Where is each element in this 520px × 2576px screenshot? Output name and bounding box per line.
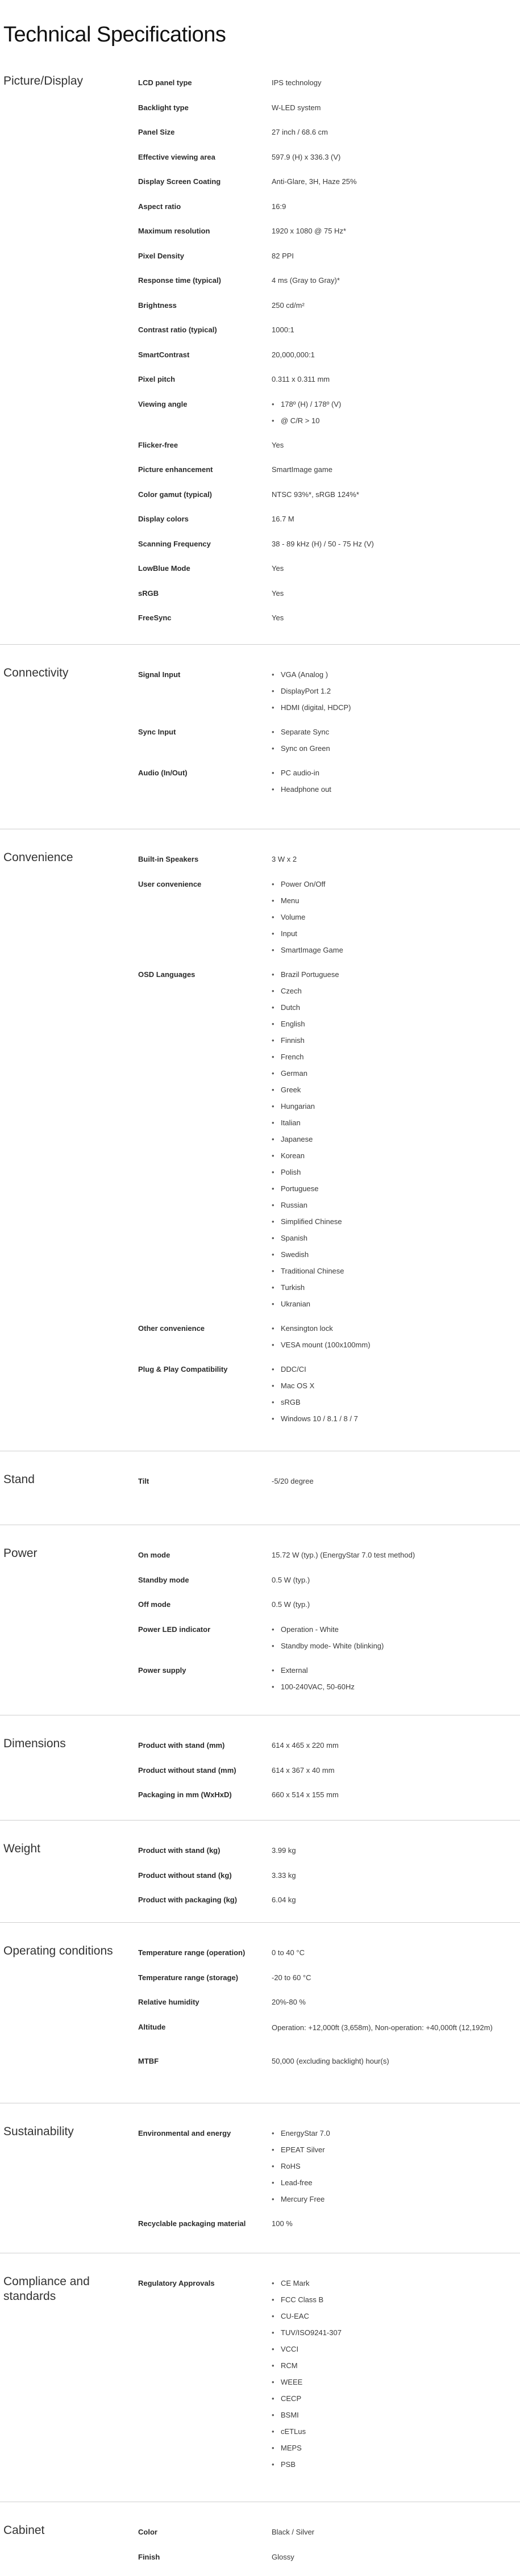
spec-list-text: Portuguese	[281, 1184, 319, 1193]
spec-value: 82 PPI	[272, 251, 294, 260]
spec-list-item	[272, 2279, 310, 2288]
spec-list-text: PC audio-in	[281, 769, 319, 777]
spec-label: Product with packaging (kg)	[138, 1896, 238, 1904]
bullet-icon: •	[272, 879, 274, 888]
spec-label: Pixel pitch	[138, 375, 176, 383]
spec-label: Altitude	[138, 2022, 166, 2031]
bullet-icon: •	[272, 1118, 274, 1127]
spec-list-item	[272, 1324, 333, 1333]
spec-value: 0.5 W (typ.)	[272, 1575, 310, 1584]
spec-list-item	[272, 785, 331, 794]
spec-list-text: German	[281, 1068, 307, 1078]
section-title-compliance-and-standards: Compliance and standards	[3, 2275, 90, 2303]
spec-list-item	[272, 2145, 325, 2155]
spec-label: Environmental and energy	[138, 2129, 231, 2137]
bullet-icon: •	[272, 1340, 274, 1349]
bullet-icon: •	[272, 1625, 274, 1634]
bullet-icon: •	[272, 1665, 274, 1675]
spec-list-text: French	[281, 1052, 304, 1061]
spec-value: 100 %	[272, 2219, 293, 2228]
spec-list-text: DisplayPort 1.2	[281, 687, 331, 695]
spec-value: 6.04 kg	[272, 1896, 296, 1904]
spec-label: Color	[138, 2528, 157, 2536]
spec-value: 20%-80 %	[272, 1998, 306, 2006]
spec-list-item	[272, 970, 339, 979]
bullet-icon: •	[272, 1134, 274, 1143]
bullet-icon: •	[272, 2444, 274, 2452]
bullet-icon: •	[272, 1233, 274, 1242]
spec-list-item	[272, 1300, 310, 1309]
spec-list-text: Swedish	[281, 1250, 309, 1259]
spec-list-item	[272, 769, 319, 778]
bullet-icon: •	[272, 1250, 274, 1259]
spec-value: Glossy	[272, 2552, 294, 2561]
spec-list-text: Russian	[281, 1200, 307, 1209]
section-title-operating-conditions: Operating conditions	[3, 1944, 113, 1957]
spec-list-item	[272, 1682, 355, 1692]
bullet-icon: •	[272, 2178, 274, 2187]
spec-list-item	[272, 1234, 307, 1243]
spec-value: Yes	[272, 564, 284, 573]
section-title-sustainability: Sustainability	[3, 2125, 74, 2138]
bullet-icon: •	[272, 2162, 274, 2170]
spec-list-text: EnergyStar 7.0	[281, 2129, 330, 2137]
spec-list-item	[272, 744, 330, 753]
spec-value: -20 to 60 °C	[272, 1973, 311, 1982]
section-title-connectivity: Connectivity	[3, 666, 69, 679]
spec-list-text: English	[281, 1019, 305, 1028]
spec-value: 0.311 x 0.311 mm	[272, 375, 330, 383]
bullet-icon: •	[272, 2460, 274, 2469]
spec-list-text: VGA (Analog )	[281, 670, 328, 679]
bullet-icon: •	[272, 1266, 274, 1275]
spec-list-item	[272, 703, 351, 712]
spec-list-text: BSMI	[281, 2411, 299, 2419]
spec-label: Finish	[138, 2552, 160, 2561]
spec-list-item	[272, 1250, 309, 1259]
spec-list-item	[272, 1085, 301, 1095]
spec-label: Aspect ratio	[138, 202, 181, 211]
spec-label: On mode	[138, 1551, 170, 1559]
bullet-icon: •	[272, 1299, 274, 1308]
bullet-icon: •	[272, 1085, 274, 1094]
spec-label: User convenience	[138, 879, 202, 888]
spec-list-item	[272, 1036, 305, 1045]
spec-value: 0 to 40 °C	[272, 1948, 305, 1957]
spec-label: LowBlue Mode	[138, 564, 190, 573]
spec-list-item	[272, 1341, 371, 1350]
spec-list-item	[272, 1184, 319, 1193]
spec-list-text: 100-240VAC, 50-60Hz	[281, 1682, 355, 1691]
spec-value: Anti-Glare, 3H, Haze 25%	[272, 177, 357, 186]
spec-list-item	[272, 1102, 315, 1111]
spec-list-item	[272, 1053, 303, 1062]
spec-list-text: Czech	[281, 986, 302, 995]
bullet-icon: •	[272, 2129, 274, 2137]
spec-label: Brightness	[138, 300, 177, 310]
spec-list-text: Menu	[281, 896, 299, 905]
spec-label: Display Screen Coating	[138, 177, 221, 186]
spec-list-item	[272, 913, 305, 922]
spec-list-item	[272, 1201, 307, 1210]
bullet-icon: •	[272, 703, 274, 712]
bullet-icon: •	[272, 2279, 274, 2287]
bullet-icon: •	[272, 945, 274, 954]
spec-list-text: VCCI	[281, 2345, 299, 2353]
spec-label: Scanning Frequency	[138, 539, 211, 548]
bullet-icon: •	[272, 2312, 274, 2320]
bullet-icon: •	[272, 2328, 274, 2337]
spec-list-text: cETLus	[281, 2427, 306, 2436]
spec-value: 660 x 514 x 155 mm	[272, 1790, 339, 1799]
spec-list-text: Hungarian	[281, 1101, 315, 1110]
spec-list-text: Dutch	[281, 1003, 300, 1012]
bullet-icon: •	[272, 1036, 274, 1045]
spec-label: SmartContrast	[138, 350, 190, 359]
spec-list-text: Separate Sync	[281, 728, 330, 736]
spec-list-text: Lead-free	[281, 2178, 313, 2187]
spec-list-text: WEEE	[281, 2378, 303, 2386]
bullet-icon: •	[272, 744, 274, 753]
spec-label: Power supply	[138, 1665, 186, 1675]
spec-list-text: Mac OS X	[281, 1381, 315, 1390]
bullet-icon: •	[272, 1381, 274, 1390]
section-title-power: Power	[3, 1547, 38, 1560]
spec-value: 16.7 M	[272, 515, 294, 523]
bullet-icon: •	[272, 1217, 274, 1226]
spec-list-text: Polish	[281, 1167, 301, 1176]
bullet-icon: •	[272, 1641, 274, 1650]
bullet-icon: •	[272, 399, 274, 408]
spec-value: 614 x 367 x 40 mm	[272, 1765, 335, 1775]
spec-label: Sync Input	[138, 728, 176, 736]
spec-list-item	[272, 728, 329, 737]
bullet-icon: •	[272, 2195, 274, 2203]
section-divider	[0, 1820, 520, 1821]
spec-list-item	[272, 880, 326, 889]
spec-label: Temperature range (operation)	[138, 1948, 246, 1957]
spec-list-item	[272, 946, 343, 955]
spec-list-text: Japanese	[281, 1134, 313, 1143]
spec-label: Plug & Play Compatibility	[138, 1364, 228, 1373]
spec-list-item	[272, 1283, 305, 1292]
spec-list-text: Kensington lock	[281, 1324, 333, 1333]
spec-list-item	[272, 2295, 323, 2304]
bullet-icon: •	[272, 2295, 274, 2304]
bullet-icon: •	[272, 912, 274, 921]
spec-list-text: Simplified Chinese	[281, 1217, 342, 1226]
spec-value: 16:9	[272, 202, 286, 211]
spec-value: 15.72 W (typ.) (EnergyStar 7.0 test method)	[272, 1551, 415, 1559]
spec-value: 4 ms (Gray to Gray)*	[272, 276, 340, 285]
spec-value: W-LED system	[272, 103, 321, 112]
spec-label: Product without stand (kg)	[138, 1871, 232, 1880]
spec-list-text: CECP	[281, 2394, 302, 2403]
bullet-icon: •	[272, 929, 274, 938]
spec-list-text: RoHS	[281, 2162, 301, 2170]
spec-list-text: FCC Class B	[281, 2295, 324, 2304]
bullet-icon: •	[272, 785, 274, 794]
spec-list-item	[272, 1003, 300, 1012]
spec-list-text: Mercury Free	[281, 2195, 325, 2203]
bullet-icon: •	[272, 1397, 274, 1406]
section-title-weight: Weight	[3, 1842, 40, 1855]
spec-value: SmartImage game	[272, 465, 332, 474]
bullet-icon: •	[272, 2394, 274, 2403]
spec-list-item	[272, 2178, 313, 2187]
spec-list-text: Brazil Portuguese	[281, 970, 339, 979]
spec-value: 250 cd/m²	[272, 300, 305, 310]
section-title-picture-display: Picture/Display	[3, 74, 84, 87]
spec-label: Temperature range (storage)	[138, 1973, 239, 1982]
bullet-icon: •	[272, 1682, 274, 1691]
spec-list-item	[272, 2378, 302, 2387]
spec-list-item	[272, 1020, 305, 1029]
spec-label: Product without stand (mm)	[138, 1765, 236, 1775]
spec-label: Pixel Density	[138, 251, 184, 260]
spec-list-item	[272, 1267, 344, 1276]
spec-label: Audio (In/Out)	[138, 769, 188, 777]
spec-label: Off mode	[138, 1600, 171, 1609]
spec-list-item	[272, 2345, 298, 2354]
spec-value: Operation: +12,000ft (3,658m), Non-operation: +40,000ft (12,192m)	[272, 2023, 493, 2032]
spec-list-text: 178º (H) / 178º (V)	[281, 399, 342, 408]
section-title-dimensions: Dimensions	[3, 1737, 66, 1750]
spec-list-text: PSB	[281, 2460, 296, 2469]
bullet-icon: •	[272, 1019, 274, 1028]
spec-list-text: sRGB	[281, 1397, 301, 1406]
spec-list-item	[272, 416, 319, 425]
bullet-icon: •	[272, 687, 274, 695]
spec-value: 1000:1	[272, 325, 294, 334]
bullet-icon: •	[272, 1324, 274, 1333]
spec-list-item	[272, 2427, 306, 2436]
bullet-icon: •	[272, 1101, 274, 1110]
spec-list-text: RCM	[281, 2361, 298, 2370]
spec-list-item	[272, 2129, 330, 2138]
bullet-icon: •	[272, 2145, 274, 2154]
bullet-icon: •	[272, 728, 274, 736]
spec-list-text: Italian	[281, 1118, 301, 1127]
spec-label: Panel Size	[138, 128, 175, 136]
spec-label: Relative humidity	[138, 1998, 199, 2006]
spec-list-item	[272, 2394, 301, 2403]
spec-list-text: Operation - White	[281, 1625, 339, 1634]
spec-list-item	[272, 1642, 384, 1651]
spec-list-text: Windows 10 / 8.1 / 8 / 7	[281, 1414, 358, 1423]
page-title: Technical Specifications	[3, 23, 226, 47]
spec-label: OSD Languages	[138, 970, 195, 979]
spec-list-text: SmartImage Game	[281, 945, 343, 954]
spec-list-text: Turkish	[281, 1283, 305, 1292]
bullet-icon: •	[272, 2411, 274, 2419]
bullet-icon: •	[272, 2378, 274, 2386]
spec-list-item	[272, 687, 331, 696]
spec-list-item	[272, 1414, 358, 1423]
bullet-icon: •	[272, 1068, 274, 1078]
spec-label: sRGB	[138, 588, 159, 598]
spec-label: Contrast ratio (typical)	[138, 325, 217, 334]
spec-list-item	[272, 929, 297, 938]
spec-list-item	[272, 1666, 308, 1675]
bullet-icon: •	[272, 2345, 274, 2353]
spec-value: 27 inch / 68.6 cm	[272, 128, 328, 136]
section-divider	[0, 644, 520, 645]
bullet-icon: •	[272, 2361, 274, 2370]
section-title-stand: Stand	[3, 1473, 35, 1486]
spec-list-item	[272, 670, 328, 679]
spec-value: Black / Silver	[272, 2528, 315, 2536]
bullet-icon: •	[272, 1003, 274, 1012]
bullet-icon: •	[272, 769, 274, 777]
spec-value: 614 x 465 x 220 mm	[272, 1741, 339, 1750]
bullet-icon: •	[272, 1283, 274, 1292]
bullet-icon: •	[272, 1200, 274, 1209]
spec-list-text: Greek	[281, 1085, 301, 1094]
spec-list-text: Sync on Green	[281, 744, 330, 753]
spec-list-text: EPEAT Silver	[281, 2145, 325, 2154]
spec-label: Built-in Speakers	[138, 855, 199, 863]
spec-label: Maximum resolution	[138, 227, 210, 235]
spec-label: Product with stand (mm)	[138, 1741, 225, 1750]
spec-label: Packaging in mm (WxHxD)	[138, 1790, 232, 1799]
spec-list-item	[272, 2460, 296, 2469]
bullet-icon: •	[272, 1151, 274, 1160]
spec-list-item	[272, 1069, 307, 1078]
spec-label: Response time (typical)	[138, 276, 221, 285]
spec-list-item	[272, 1625, 339, 1634]
spec-list-text: Headphone out	[281, 785, 331, 794]
bullet-icon: •	[272, 1364, 274, 1373]
spec-list-text: Spanish	[281, 1233, 307, 1242]
spec-list-text: Input	[281, 929, 297, 938]
spec-value: 20,000,000:1	[272, 350, 315, 359]
spec-label: LCD panel type	[138, 78, 192, 87]
spec-list-item	[272, 2411, 299, 2420]
spec-value: IPS technology	[272, 78, 322, 87]
spec-list-item	[272, 1135, 313, 1144]
spec-label: FreeSync	[138, 613, 172, 622]
spec-list-item	[272, 1381, 314, 1391]
section-title-convenience: Convenience	[3, 851, 73, 864]
spec-label: Viewing angle	[138, 399, 188, 408]
spec-list-text: @ C/R > 10	[281, 416, 320, 425]
spec-list-item	[272, 1151, 305, 1160]
spec-list-item	[272, 2195, 325, 2204]
spec-value: Yes	[272, 613, 284, 622]
spec-value: 0.5 W (typ.)	[272, 1600, 310, 1609]
spec-value: Yes	[272, 588, 284, 598]
spec-value: 38 - 89 kHz (H) / 50 - 75 Hz (V)	[272, 539, 374, 548]
bullet-icon: •	[272, 2427, 274, 2436]
spec-value: 50,000 (excluding backlight) hour(s)	[272, 2056, 389, 2065]
spec-value: NTSC 93%*, sRGB 124%*	[272, 490, 359, 499]
bullet-icon: •	[272, 1414, 274, 1423]
spec-list-text: External	[281, 1665, 308, 1675]
spec-value: -5/20 degree	[272, 1477, 314, 1485]
spec-value: 3 W x 2	[272, 855, 297, 863]
bullet-icon: •	[272, 1184, 274, 1193]
spec-list-item	[272, 2162, 301, 2171]
spec-list-item	[272, 1217, 342, 1226]
spec-list-text: Volume	[281, 912, 306, 921]
spec-value: 597.9 (H) x 336.3 (V)	[272, 152, 341, 161]
spec-value: 3.99 kg	[272, 1846, 296, 1855]
bullet-icon: •	[272, 896, 274, 905]
spec-list-item	[272, 2312, 309, 2321]
bullet-icon: •	[272, 670, 274, 679]
spec-label: Backlight type	[138, 103, 189, 112]
bullet-icon: •	[272, 986, 274, 995]
spec-list-item	[272, 1168, 301, 1177]
spec-list-item	[272, 987, 302, 996]
spec-label: Signal Input	[138, 670, 181, 679]
spec-list-item	[272, 2444, 302, 2453]
bullet-icon: •	[272, 970, 274, 979]
spec-list-text: DDC/CI	[281, 1364, 306, 1373]
spec-list-text: CU-EAC	[281, 2312, 309, 2320]
spec-list-item	[272, 400, 341, 409]
spec-label: Product with stand (kg)	[138, 1846, 221, 1855]
section-title-cabinet: Cabinet	[3, 2524, 45, 2537]
spec-label: Picture enhancement	[138, 465, 213, 474]
spec-list-text: Korean	[281, 1151, 305, 1160]
spec-value: Yes	[272, 440, 284, 449]
spec-list-item	[272, 1365, 306, 1374]
spec-list-text: VESA mount (100x100mm)	[281, 1340, 371, 1349]
spec-label: Regulatory Approvals	[138, 2279, 215, 2287]
spec-label: Display colors	[138, 515, 189, 523]
spec-value: 1920 x 1080 @ 75 Hz*	[272, 227, 347, 235]
spec-list-text: TUV/ISO9241-307	[281, 2328, 342, 2337]
section-divider	[0, 1922, 520, 1923]
spec-label: Other convenience	[138, 1324, 205, 1333]
bullet-icon: •	[272, 416, 274, 425]
spec-label: Standby mode	[138, 1575, 189, 1584]
spec-label: Flicker-free	[138, 440, 178, 449]
spec-list-item	[272, 1398, 301, 1407]
spec-list-text: CE Mark	[281, 2279, 310, 2287]
bullet-icon: •	[272, 1052, 274, 1061]
spec-list-item	[272, 2328, 342, 2337]
spec-label: Recyclable packaging material	[138, 2219, 246, 2228]
spec-label: Tilt	[138, 1477, 149, 1485]
bullet-icon: •	[272, 1167, 274, 1176]
spec-label: Effective viewing area	[138, 152, 215, 161]
spec-list-text: MEPS	[281, 2444, 302, 2452]
spec-list-item	[272, 2361, 298, 2370]
spec-list-text: Standby mode- White (blinking)	[281, 1641, 384, 1650]
spec-list-text: Ukranian	[281, 1299, 311, 1308]
spec-list-text: HDMI (digital, HDCP)	[281, 703, 351, 712]
spec-list-item	[272, 1118, 301, 1128]
spec-label: Color gamut (typical)	[138, 490, 213, 499]
spec-list-text: Traditional Chinese	[281, 1266, 344, 1275]
spec-label: MTBF	[138, 2056, 159, 2065]
spec-list-text: Finnish	[281, 1036, 305, 1045]
spec-list-item	[272, 896, 299, 905]
spec-list-text: Power On/Off	[281, 879, 326, 888]
spec-label: Power LED indicator	[138, 1625, 211, 1634]
spec-value: 3.33 kg	[272, 1871, 296, 1880]
